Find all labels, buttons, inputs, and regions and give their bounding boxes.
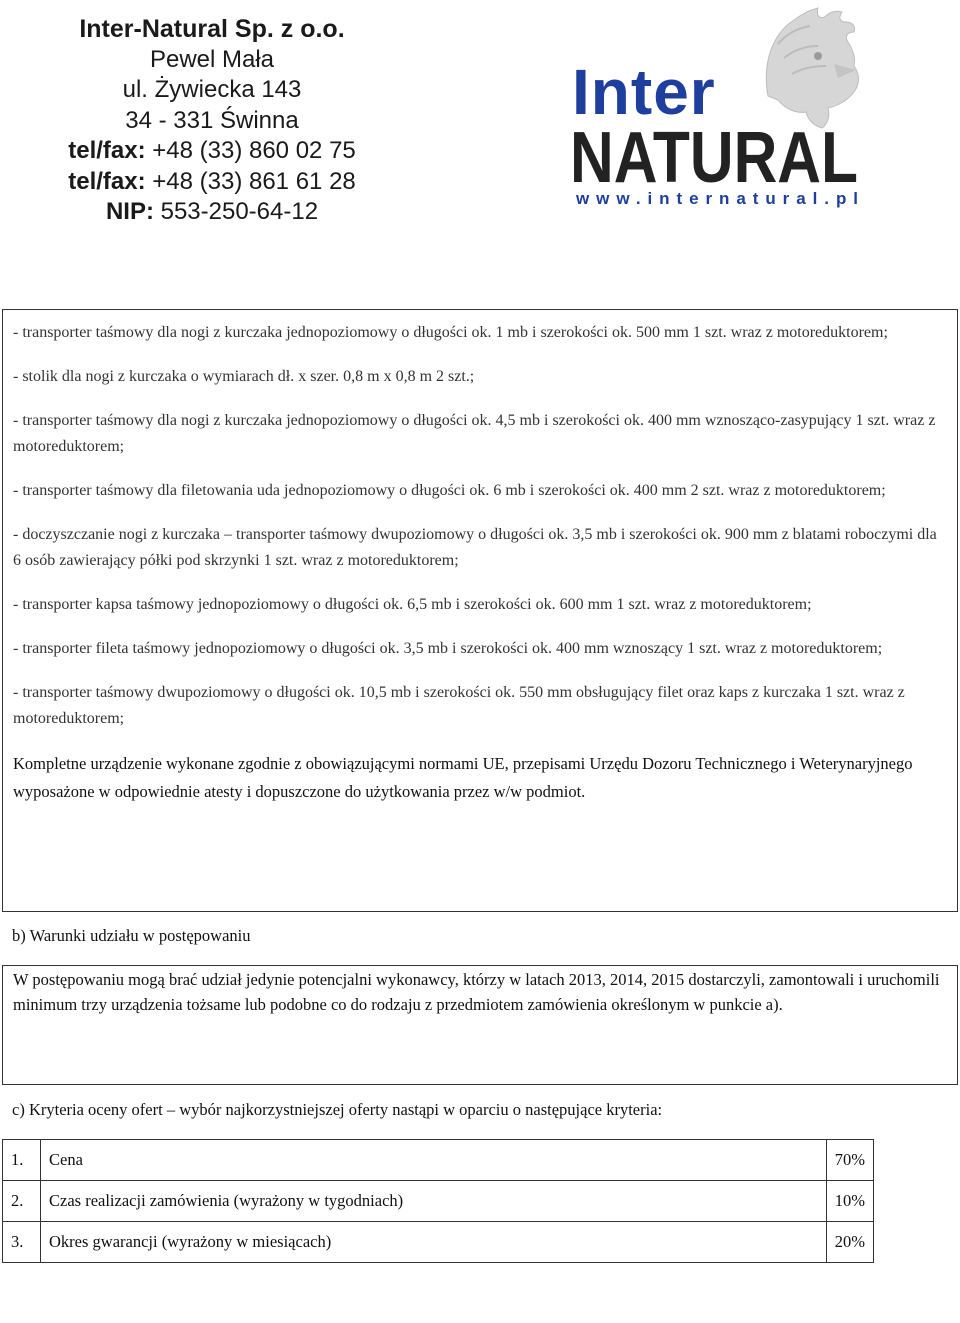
logo-url: www.internatural.pl	[576, 189, 858, 208]
table-row	[3, 1222, 874, 1263]
equipment-item: - doczyszczanie nogi z kurczaka – transporter taśmowy dwupoziomowy o długości ok. 3,5 mb i szerokości ok. 900 mm z blatami roboczymi dla 6 osób zawierający półki pod skrzynki 1 szt. wraz z motoreduktorem;	[13, 526, 937, 569]
criterion-name: Okres gwarancji (wyrażony w miesiącach)	[41, 1222, 827, 1263]
table-row	[3, 1181, 874, 1222]
criterion-weight: 20%	[826, 1222, 873, 1263]
phone-value-1: +48 (33) 860 02 75	[145, 137, 356, 164]
equipment-item: - transporter taśmowy dla filetowania uda jednopoziomowy o długości ok. 6 mb i szerokości ok. 400 mm 2 szt. wraz z motoreduktorem;	[13, 482, 886, 499]
equipment-item: - transporter taśmowy dwupoziomowy o długości ok. 10,5 mb i szerokości ok. 550 mm obsługujący filet oraz kaps z kurczaka 1 szt. wraz z motoreduktorem;	[13, 684, 905, 727]
contact-person: Pewel Mała	[149, 45, 275, 73]
criteria-table	[2, 1139, 874, 1263]
participation-conditions-box	[2, 965, 958, 1085]
equipment-item: - transporter kapsa taśmowy jednopoziomowy o długości ok. 6,5 mb i szerokości ok. 600 mm 1 szt. wraz z motoreduktorem;	[13, 596, 812, 613]
logo-word-natural: NATURAL	[572, 118, 858, 198]
compliance-statement: Kompletne urządzenie wykonane zgodnie z obowiązującymi normami UE, przepisami Urzędu Dozoru Technicznego i Weterynaryjnego wyposażone w odpowiednie atesty i dopuszczone do użytkowania przez w/w podmiot.	[13, 754, 913, 801]
street-address: ul. Żywiecka 143	[122, 76, 302, 103]
participation-conditions-text: W postępowaniu mogą brać udział jedynie potencjalni wykonawcy, którzy w latach 2013, 2014, 2015 dostarczyli, zamontowali i uruchomili minimum trzy urządzenia tożsame lub podobne co do rodzaju z przedmiotem zamówienia określonym w punkcie a).	[13, 970, 940, 1014]
company-logo	[572, 4, 862, 214]
section-b-heading: b) Warunki udziału w postępowaniu	[12, 926, 251, 945]
criterion-weight: 70%	[826, 1140, 873, 1181]
section-c-heading: c) Kryteria oceny ofert – wybór najkorzystniejszej oferty nastąpi w oparciu o następujące kryteria:	[12, 1100, 663, 1119]
criterion-name: Cena	[41, 1140, 827, 1181]
rooster-icon	[766, 8, 858, 128]
equipment-item: - stolik dla nogi z kurczaka o wymiarach dł. x szer. 0,8 m x 0,8 m 2 szt.;	[13, 368, 475, 385]
criterion-number: 3.	[3, 1222, 41, 1263]
nip-line	[12, 197, 412, 228]
equipment-item: - transporter fileta taśmowy jednopoziomowy o długości ok. 3,5 mb i szerokości ok. 400 mm wznoszący 1 szt. wraz z motoreduktorem;	[13, 640, 883, 657]
phone-line-2	[12, 167, 412, 198]
table-row	[3, 1140, 874, 1181]
company-address	[12, 14, 412, 228]
criterion-name: Czas realizacji zamówienia (wyrażony w tygodniach)	[41, 1181, 827, 1222]
phone-label-2: tel/fax:	[68, 167, 146, 195]
criterion-weight: 10%	[826, 1181, 873, 1222]
nip-label: NIP:	[105, 198, 154, 225]
phone-line-1	[12, 136, 412, 167]
phone-label-1: tel/fax:	[68, 137, 146, 164]
equipment-item: - transporter taśmowy dla nogi z kurczaka jednopoziomowy o długości ok. 4,5 mb i szerokości ok. 400 mm wznosząco-zasypujący 1 szt. wraz z motoreduktorem;	[13, 412, 936, 455]
phone-value-2: +48 (33) 861 61 28	[145, 167, 356, 195]
logo-word-inter: Inter	[572, 56, 716, 128]
equipment-description-box	[2, 309, 958, 912]
city-address: 34 - 331 Świnna	[125, 106, 299, 134]
equipment-item: - transporter taśmowy dla nogi z kurczaka jednopoziomowy o długości ok. 1 mb i szerokości ok. 500 mm 1 szt. wraz z motoreduktorem;	[13, 324, 888, 341]
criterion-number: 2.	[3, 1181, 41, 1222]
company-name: Inter-Natural Sp. z o.o.	[79, 15, 345, 43]
criterion-number: 1.	[3, 1140, 41, 1181]
nip-value: 553-250-64-12	[153, 198, 319, 225]
